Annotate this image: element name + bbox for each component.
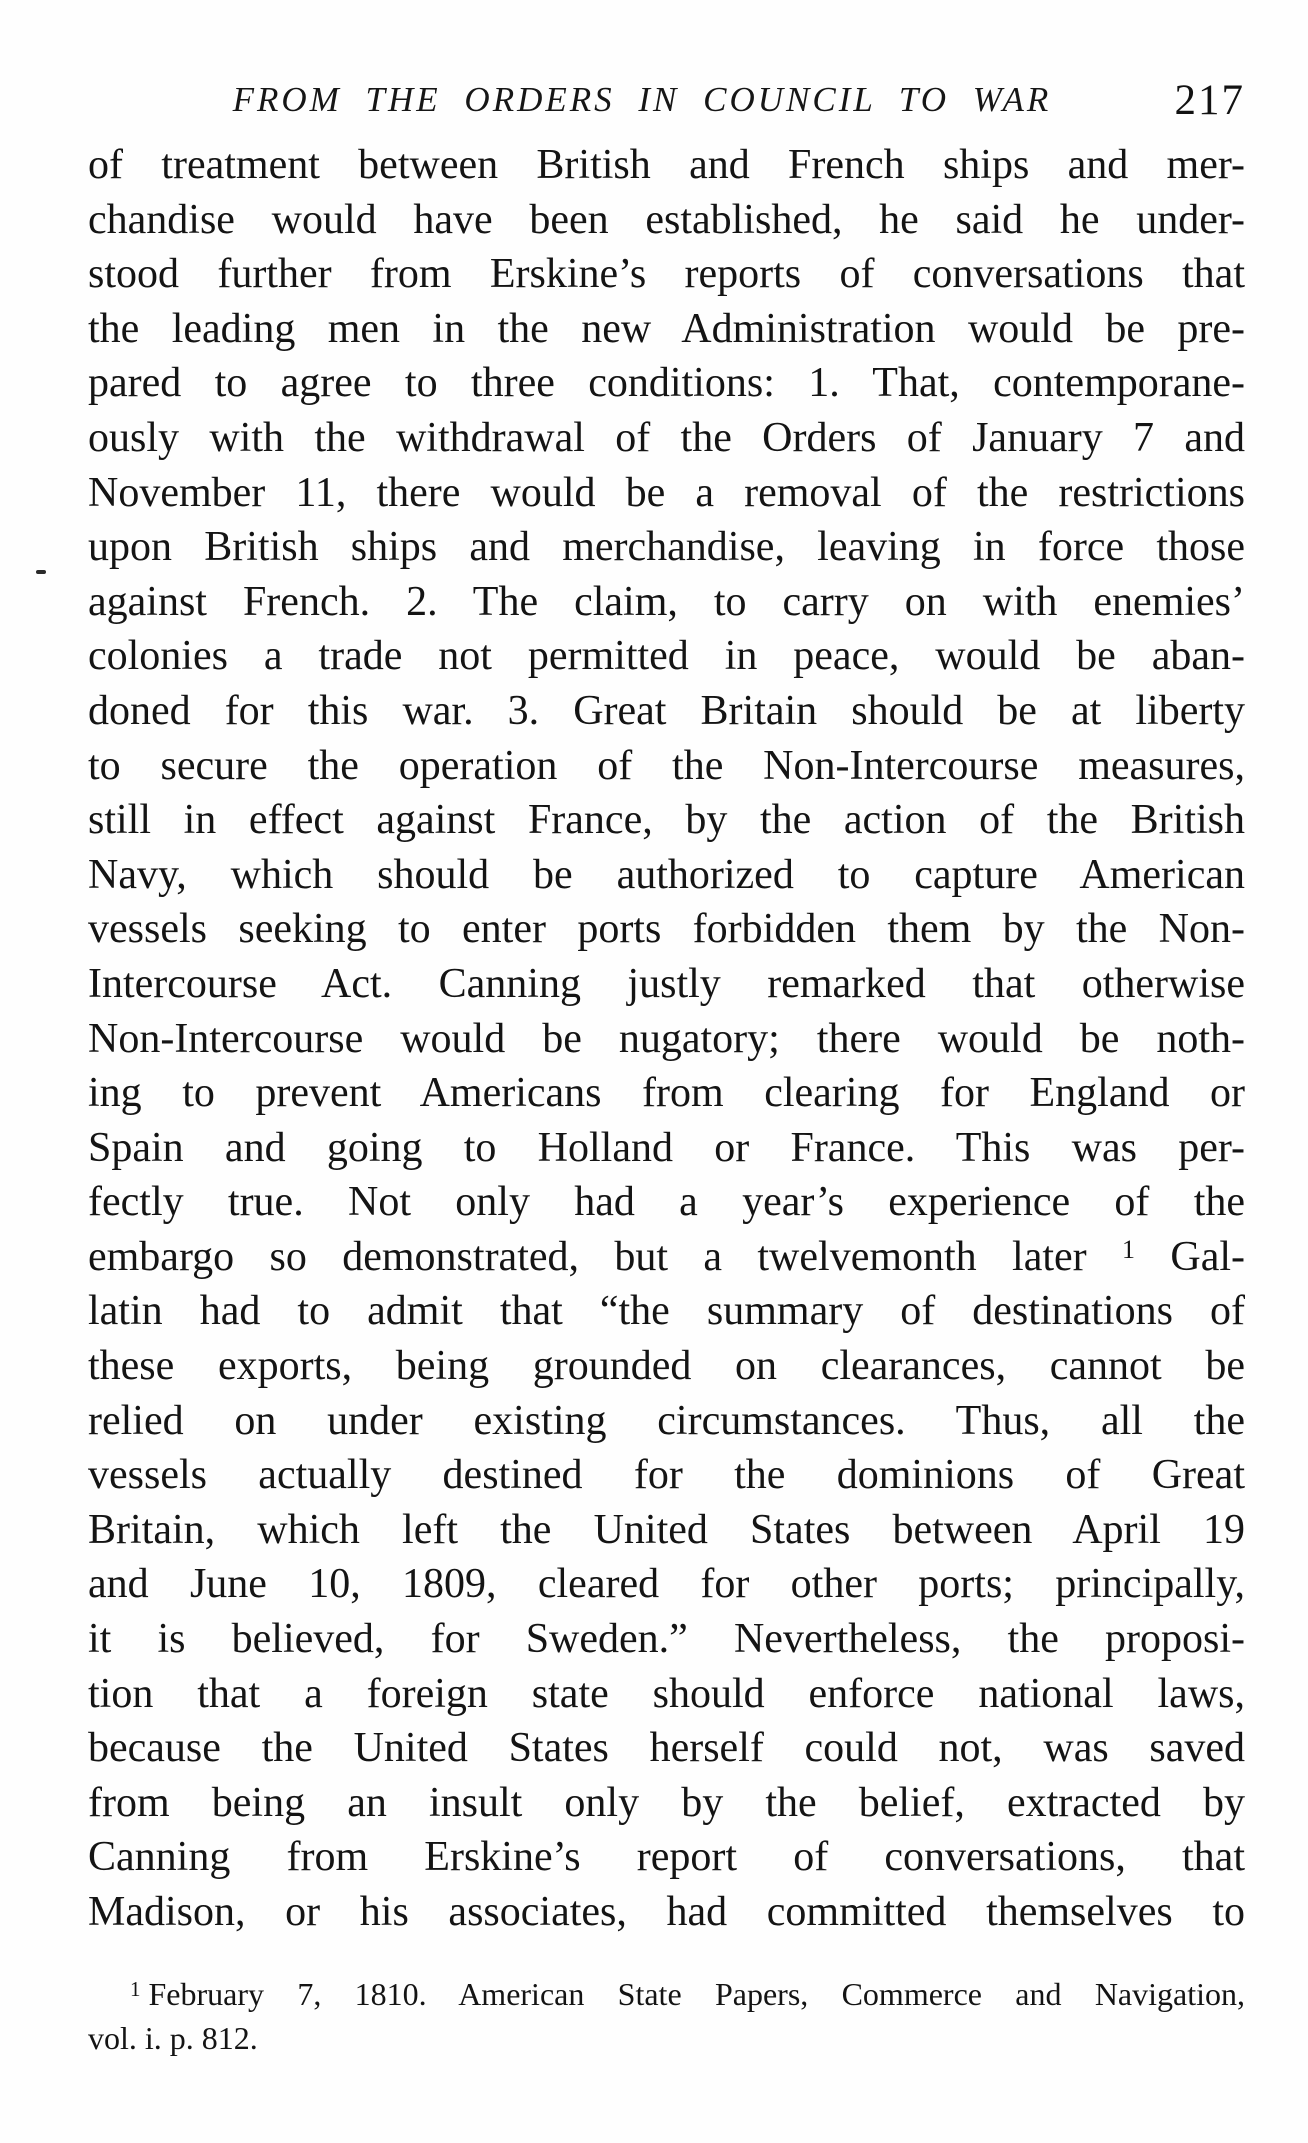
- text-line: latin had to admit that “the summary of destinations of: [88, 1288, 1245, 1335]
- text-line: tion that a foreign state should enforce national laws,: [88, 1670, 1245, 1717]
- text-line: vessels actually destined for the dominions of Great: [88, 1452, 1245, 1499]
- text-line: Intercourse Act. Canning justly remarked that otherwise: [88, 960, 1245, 1007]
- text-line: ing to prevent Americans from clearing for England or: [88, 1070, 1245, 1117]
- text-line: Canning from Erskine’s report of conversations, that: [88, 1834, 1245, 1881]
- text-line: Britain, which left the United States between April 19: [88, 1506, 1245, 1553]
- text-line: ously with the withdrawal of the Orders of January 7 and: [88, 414, 1245, 461]
- text-line: against French. 2. The claim, to carry on with enemies’: [88, 578, 1245, 625]
- text-line: these exports, being grounded on clearances, cannot be: [88, 1343, 1245, 1390]
- footnote: [88, 1972, 1245, 2060]
- text-line: of treatment between British and French ships and mer-: [88, 142, 1245, 188]
- text-line: fectly true. Not only had a year’s experience of the: [88, 1179, 1245, 1226]
- text-line: pared to agree to three conditions: 1. That, contemporane-: [88, 360, 1245, 407]
- text-line: the leading men in the new Administration would be pre-: [88, 305, 1245, 352]
- text-line: from being an insult only by the belief, extracted by: [88, 1779, 1245, 1826]
- text-line: vessels seeking to enter ports forbidden them by the Non-: [88, 906, 1245, 953]
- text-line: Madison, or his associates, had committed themselves to: [88, 1889, 1245, 1935]
- body-text: [88, 138, 1245, 1940]
- text-line: and June 10, 1809, cleared for other ports; principally,: [88, 1561, 1245, 1608]
- footnote-line-2: vol. i. p. 812.: [88, 2020, 258, 2056]
- text-line: to secure the operation of the Non-Intercourse measures,: [88, 742, 1245, 789]
- text-line: chandise would have been established, he said he under-: [88, 196, 1245, 243]
- footnote-reference: 1: [1122, 1235, 1135, 1265]
- running-head: [88, 74, 1245, 122]
- page-number: 217: [1174, 77, 1245, 124]
- text-line: colonies a trade not permitted in peace, would be aban-: [88, 633, 1245, 680]
- text-line: doned for this war. 3. Great Britain should be at liberty: [88, 687, 1245, 734]
- footnote-text: February 7, 1810. American State Papers, Commerce and Navigation,: [148, 1976, 1245, 2012]
- scan-speck: [36, 570, 46, 574]
- text-line: because the United States herself could not, was saved: [88, 1725, 1245, 1772]
- text-line: embargo so demonstrated, but a twelvemonth later $^1$ Gal-: [88, 1233, 1245, 1280]
- text-line: stood further from Erskine’s reports of conversations that: [88, 251, 1245, 298]
- text-line: November 11, there would be a removal of the restrictions: [88, 469, 1245, 516]
- text-line: it is believed, for Sweden.” Nevertheless, the proposi-: [88, 1616, 1245, 1663]
- footnote-line-1: [88, 1972, 1245, 2016]
- text-line: still in effect against France, by the action of the British: [88, 797, 1245, 844]
- running-head-title: FROM THE ORDERS IN COUNCIL TO WAR: [232, 80, 1052, 119]
- text-line: upon British ships and merchandise, leaving in force those: [88, 524, 1245, 571]
- text-line: Non-Intercourse would be nugatory; there would be noth-: [88, 1015, 1245, 1062]
- footnote-marker: 1: [130, 1976, 141, 2001]
- text-line: Navy, which should be authorized to capture American: [88, 851, 1245, 898]
- text-line: Spain and going to Holland or France. This was per-: [88, 1124, 1245, 1171]
- text-line: relied on under existing circumstances. Thus, all the: [88, 1397, 1245, 1444]
